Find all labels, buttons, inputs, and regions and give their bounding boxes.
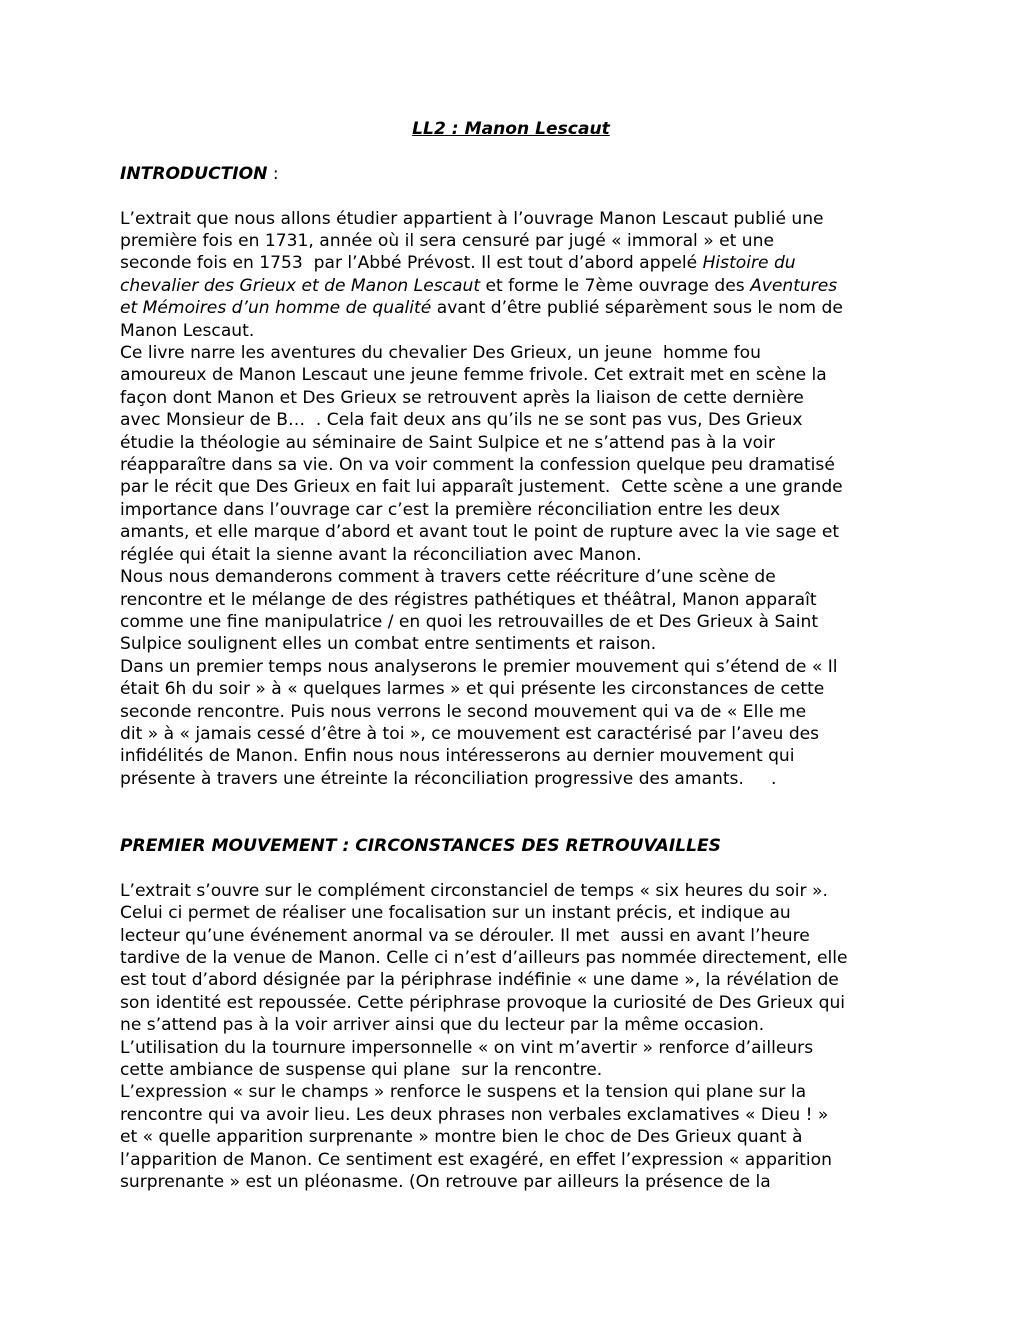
document-page xyxy=(120,118,902,1193)
text-run: est tout d’abord désignée par la périphrase indéfinie « une dame », la révélation de xyxy=(120,970,839,991)
text-run: avant d’être publié séparèment sous le nom de xyxy=(431,298,843,319)
text-line xyxy=(120,320,902,342)
text-line xyxy=(120,947,902,969)
italic-text: chevalier des Grieux et de Manon Lescaut xyxy=(120,275,481,296)
text-line xyxy=(120,476,902,498)
text-line xyxy=(120,589,902,611)
text-line xyxy=(120,969,902,991)
text-run: tardive de la venue de Manon. Celle ci n’est d’ailleurs pas nommée directement, elle xyxy=(120,947,848,968)
text-line xyxy=(120,925,902,947)
italic-text: Histoire du xyxy=(702,253,796,274)
text-line xyxy=(120,566,902,588)
text-line xyxy=(120,1037,902,1059)
text-run: Sulpice soulignent elles un combat entre sentiments et raison. xyxy=(120,634,657,655)
text-run: rencontre qui va avoir lieu. Les deux phrases non verbales exclamatives « Dieu ! » xyxy=(120,1104,829,1125)
spacer xyxy=(120,790,902,812)
text-run: rencontre et le mélange de des régistres pathétiques et théâtral, Manon apparaît xyxy=(120,589,817,610)
text-run: comme une fine manipulatrice / en quoi les retrouvailles de et Des Grieux à Saint xyxy=(120,611,819,632)
text-run: étudie la théologie au séminaire de Saint Sulpice et ne s’attend pas à la voir xyxy=(120,432,775,453)
text-run: L’extrait que nous allons étudier appartient à l’ouvrage Manon Lescaut publié une xyxy=(120,208,824,229)
spacer xyxy=(120,813,902,835)
text-run: L’extrait s’ouvre sur le complément circonstanciel de temps « six heures du soir ». xyxy=(120,880,828,901)
text-run: lecteur qu’une événement anormal va se dérouler. Il met aussi en avant l’heure xyxy=(120,925,810,946)
text-run: amants, et elle marque d’abord et avant tout le point de rupture avec la vie sage et xyxy=(120,522,840,543)
text-line xyxy=(120,230,902,252)
text-line xyxy=(120,723,902,745)
text-run: Nous nous demanderons comment à travers cette réécriture d’une scène de xyxy=(120,567,776,588)
text-line xyxy=(120,1126,902,1148)
text-run: présente à travers une étreinte la réconciliation progressive des amants. . xyxy=(120,768,777,789)
text-line xyxy=(120,432,902,454)
text-run: seconde fois en 1753 par l’Abbé Prévost. Il est tout d’abord appelé xyxy=(120,253,703,274)
text-line xyxy=(120,633,902,655)
text-line xyxy=(120,902,902,924)
section1-paragraph xyxy=(120,880,902,1194)
text-run: Ce livre narre les aventures du chevalier Des Grieux, un jeune homme fou xyxy=(120,343,761,364)
text-run: surprenante » est un pléonasme. (On retrouve par ailleurs la présence de la xyxy=(120,1172,771,1193)
text-run: cette ambiance de suspense qui plane sur la rencontre. xyxy=(120,1059,603,1080)
document-title: LL2 : Manon Lescaut xyxy=(412,119,610,139)
text-line xyxy=(120,745,902,767)
text-run: son identité est repoussée. Cette périphrase provoque la curiosité de Des Grieux qui xyxy=(120,992,846,1013)
text-line xyxy=(120,454,902,476)
text-run: façon dont Manon et Des Grieux se retrouvent après la liaison de cette dernière xyxy=(120,387,804,408)
intro-heading-text: INTRODUCTION xyxy=(120,163,268,184)
italic-text: et Mémoires d’un homme de qualité xyxy=(120,298,432,319)
text-line xyxy=(120,1171,902,1193)
text-line xyxy=(120,342,902,364)
intro-paragraph xyxy=(120,208,902,791)
text-run: Manon Lescaut. xyxy=(120,320,255,341)
text-line xyxy=(120,880,902,902)
text-line xyxy=(120,701,902,723)
text-line xyxy=(120,544,902,566)
text-line xyxy=(120,768,902,790)
text-run: seconde rencontre. Puis nous verrons le second mouvement qui va de « Elle me xyxy=(120,701,807,722)
text-line xyxy=(120,499,902,521)
spacer xyxy=(120,185,902,207)
text-run: amoureux de Manon Lescaut une jeune femme frivole. Cet extrait met en scène la xyxy=(120,365,827,386)
text-line xyxy=(120,521,902,543)
text-line xyxy=(120,1104,902,1126)
text-line xyxy=(120,1081,902,1103)
text-run: ne s’attend pas à la voir arriver ainsi que du lecteur par la même occasion. xyxy=(120,1015,765,1036)
text-line xyxy=(120,678,902,700)
text-line xyxy=(120,387,902,409)
italic-text: Aventures xyxy=(750,275,838,296)
text-line xyxy=(120,297,902,319)
intro-heading xyxy=(120,163,902,185)
text-run: infidélités de Manon. Enfin nous nous intéresserons au dernier mouvement qui xyxy=(120,746,795,767)
text-run: importance dans l’ouvrage car c’est la première réconciliation entre les deux xyxy=(120,499,781,520)
text-run: et « quelle apparition surprenante » montre bien le choc de Des Grieux quant à xyxy=(120,1127,803,1148)
text-line xyxy=(120,409,902,431)
spacer xyxy=(120,857,902,879)
text-run: avec Monsieur de B… . Cela fait deux ans qu’ils ne se sont pas vus, Des Grieux xyxy=(120,410,803,431)
spacer xyxy=(120,140,902,162)
text-run: l’apparition de Manon. Ce sentiment est exagéré, en effet l’expression « apparition xyxy=(120,1149,832,1170)
text-run: L’utilisation du la tournure impersonnelle « on vint m’avertir » renforce d’ailleurs xyxy=(120,1037,814,1058)
intro-heading-suffix: : xyxy=(267,163,279,184)
text-line xyxy=(120,1059,902,1081)
text-line xyxy=(120,656,902,678)
text-run: réglée qui était la sienne avant la réconciliation avec Manon. xyxy=(120,544,642,565)
text-line xyxy=(120,208,902,230)
text-run: Celui ci permet de réaliser une focalisation sur un instant précis, et indique au xyxy=(120,903,791,924)
text-line xyxy=(120,992,902,1014)
text-run: par le récit que Des Grieux en fait lui apparaît justement. Cette scène a une grande xyxy=(120,477,843,498)
text-run: Dans un premier temps nous analyserons le premier mouvement qui s’étend de « Il xyxy=(120,656,838,677)
text-run: L’expression « sur le champs » renforce le suspens et la tension qui plane sur la xyxy=(120,1082,807,1103)
text-line xyxy=(120,364,902,386)
text-line xyxy=(120,275,902,297)
section1-heading: PREMIER MOUVEMENT : CIRCONSTANCES DES RETROUVAILLES xyxy=(120,835,721,856)
text-run: et forme le 7ème ouvrage des xyxy=(480,275,751,296)
text-line xyxy=(120,252,902,274)
text-line xyxy=(120,1014,902,1036)
text-run: était 6h du soir » à « quelques larmes » et qui présente les circonstances de cette xyxy=(120,679,825,700)
text-run: dit » à « jamais cessé d’être à toi », ce mouvement est caractérisé par l’aveu des xyxy=(120,723,820,744)
text-line xyxy=(120,1149,902,1171)
text-line xyxy=(120,611,902,633)
text-run: première fois en 1731, année où il sera censuré par jugé « immoral » et une xyxy=(120,231,774,251)
text-run: réapparaître dans sa vie. On va voir comment la confession quelque peu dramatisé xyxy=(120,455,835,476)
